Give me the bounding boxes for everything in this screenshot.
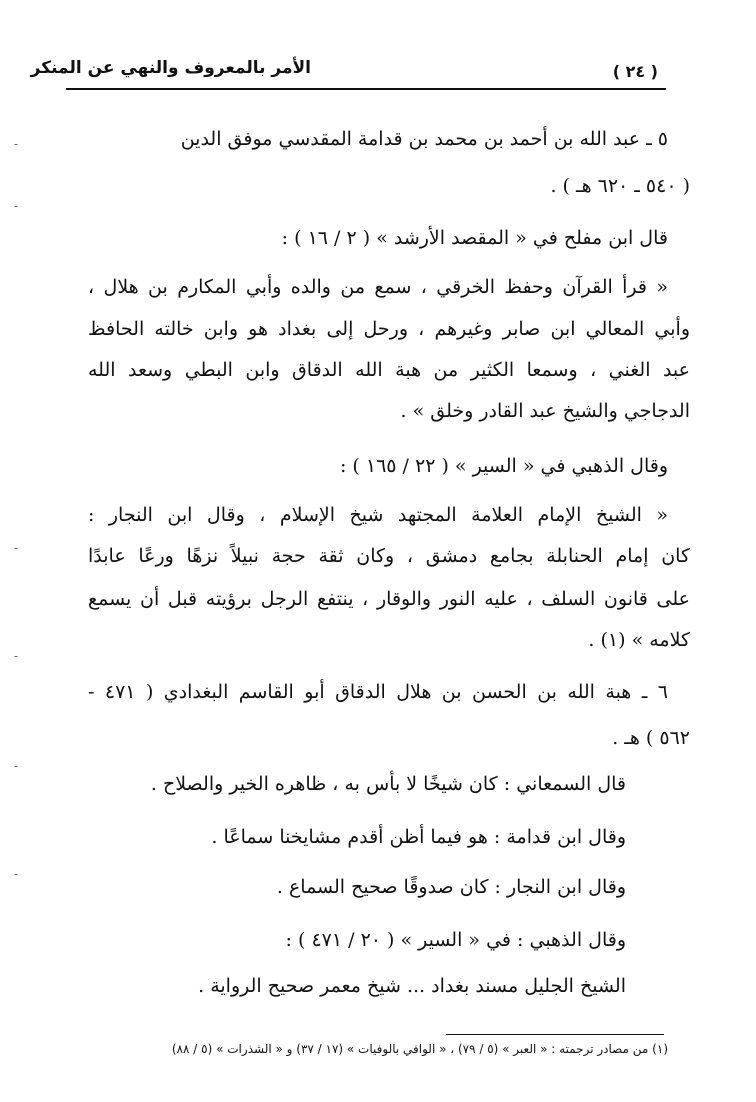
quote-ibn-najjar: وقال ابن النجار : كان صدوقًا صحيح السماع . bbox=[276, 876, 626, 898]
quote-intro-dhahabi-2: وقال الذهبي : في « السير » ( ٢٠ / ٤٧١ ) : bbox=[285, 929, 626, 951]
header-title: الأمر بالمعروف والنهي عن المنكر bbox=[30, 58, 311, 78]
quote-line: الدجاجي والشيخ عبد القادر وخلق » . bbox=[400, 400, 690, 422]
quote-line: على قانون السلف ، عليه النور والوقار ، ينتفع الرجل برؤيته قبل أن يسمع bbox=[88, 588, 690, 610]
entry-5-dates: ( ٥٤٠ ـ ٦٢٠ هـ ) . bbox=[550, 175, 690, 197]
margin-mark: - bbox=[14, 759, 19, 773]
quote-intro-ibn-muflih: قال ابن مفلح في « المقصد الأرشد » ( ٢ / ١٦ ) : bbox=[281, 227, 668, 249]
running-header bbox=[30, 54, 666, 90]
entry-6-dates: ٥٦٢ ) هـ . bbox=[612, 727, 690, 749]
quote-intro-dhahabi: وقال الذهبي في « السير » ( ٢٢ / ١٦٥ ) : bbox=[339, 455, 668, 477]
quote-line: « الشيخ الإمام العلامة المجتهد شيخ الإسلام ، وقال ابن النجار : bbox=[88, 504, 668, 526]
quote-line: كان إمام الحنابلة بجامع دمشق ، وكان ثقة حجة نبيلاً نزهًا ورعًا عابدًا bbox=[88, 545, 690, 567]
quote-samani: قال السمعاني : كان شيخًا لا بأس به ، ظاهره الخير والصلاح . bbox=[150, 773, 626, 795]
entry-5-heading: ٥ ـ عبد الله بن أحمد بن محمد بن قدامة المقدسي موفق الدين bbox=[180, 128, 668, 150]
quote-ibn-qudama: وقال ابن قدامة : هو فيما أظن أقدم مشايخنا سماعًا . bbox=[211, 826, 626, 848]
footnote: (١) من مصادر ترجمته : « العبر » (٥ / ٧٩) ، « الوافي بالوفيات » (١٧ / ٣٧) و « الشذرات » (٥ / ٨٨) bbox=[171, 1042, 668, 1056]
quote-line: عبد الغني ، وسمعا الكثير من هبة الله الدقاق وابن البطي وسعد الله bbox=[88, 359, 690, 381]
margin-mark: - bbox=[14, 541, 19, 555]
page-number: ( ٢٤ ) bbox=[612, 62, 658, 81]
margin-mark: - bbox=[14, 649, 19, 663]
quote-line: كلامه » (١) . bbox=[588, 629, 690, 651]
margin-mark: - bbox=[14, 867, 19, 881]
footnote-divider bbox=[446, 1034, 664, 1035]
quote-dhahabi-text: الشيخ الجليل مسند بغداد ... شيخ معمر صحيح الرواية . bbox=[198, 975, 626, 997]
quote-line: وأبي المعالي ابن صابر وغيرهم ، ورحل إلى بغداد هو وابن خالته الحافظ bbox=[88, 318, 690, 340]
margin-mark: - bbox=[14, 199, 19, 213]
margin-mark: - bbox=[14, 137, 19, 151]
quote-line: « قرأ القرآن وحفظ الخرقي ، سمع من والده وأبي المكارم بن هلال ، bbox=[88, 276, 668, 298]
entry-6-heading: ٦ ـ هبة الله بن الحسن بن هلال الدقاق أبو القاسم البغدادي ( ٤٧١ - bbox=[88, 681, 668, 703]
